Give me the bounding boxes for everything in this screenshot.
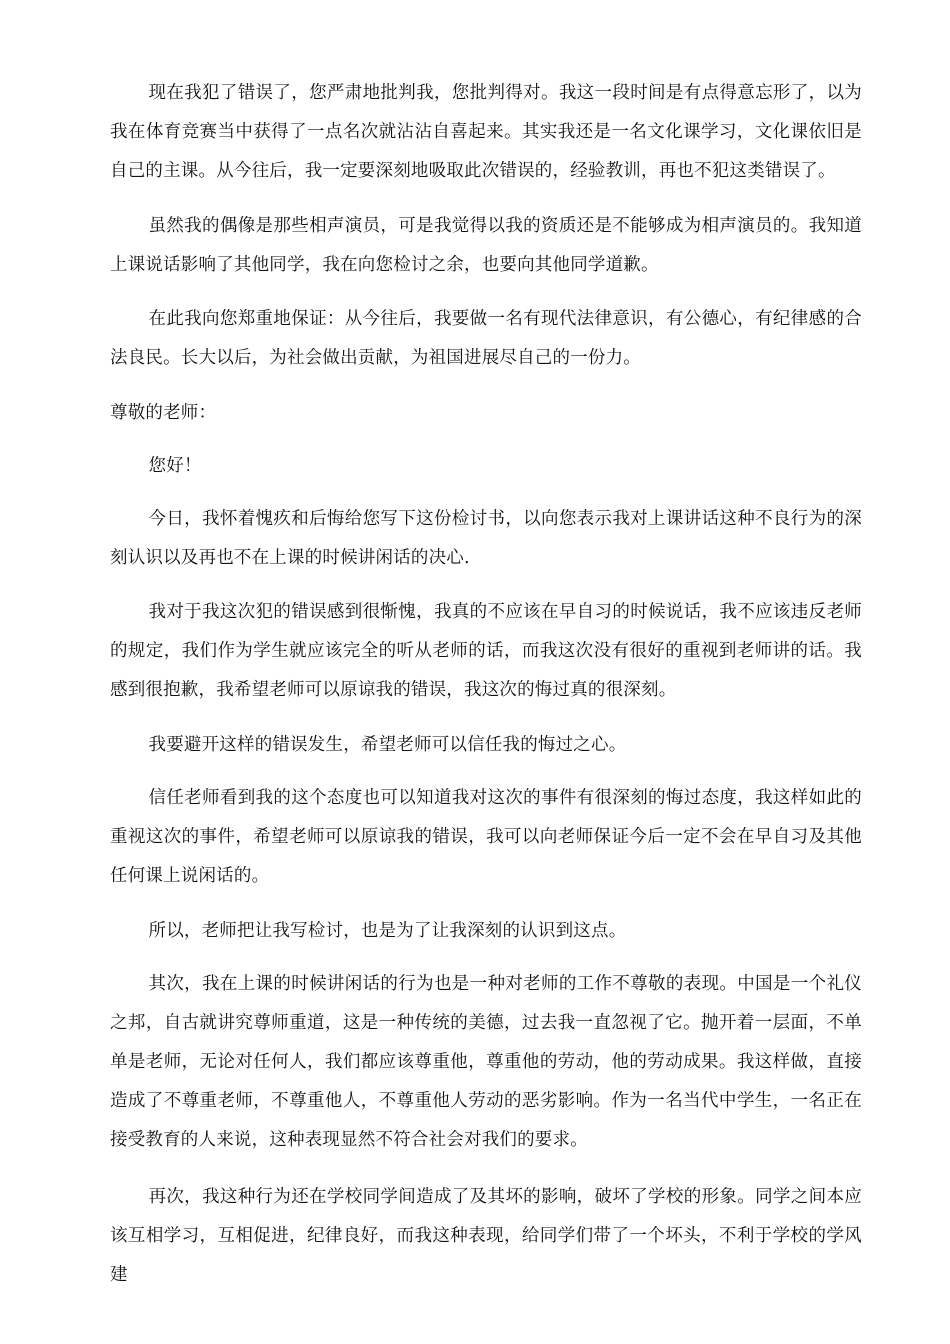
- paragraph-6: 今日，我怀着愧疚和后悔给您写下这份检讨书，以向您表示我对上课讲话这种不良行为的深刻认识以及再也不在上课的时候讲闲话的决心.: [110, 509, 862, 568]
- paragraph-10: 所以，老师把让我写检讨，也是为了让我深刻的认识到这点。: [148, 921, 627, 941]
- paragraph-8: 我要避开这样的错误发生，希望老师可以信任我的悔过之心。: [148, 735, 627, 755]
- paragraph-1: 现在我犯了错误了，您严肃地批判我，您批判得对。我这一段时间是有点得意忘形了，以为我在体育竞赛当中获得了一点名次就沾沾自喜起来。其实我还是一名文化课学习，文化课依旧是自己的主课。从今往后，我一定要深刻地吸取此次错误的，经验教训，再也不犯这类错误了。: [110, 83, 862, 181]
- salutation: 尊敬的老师：: [110, 403, 217, 423]
- paragraph-3: 在此我向您郑重地保证：从今往后，我要做一名有现代法律意识，有公德心，有纪律感的合法良民。长大以后，为社会做出贡献，为祖国进展尽自己的一份力。: [110, 309, 862, 368]
- paragraph-12: 再次，我这种行为还在学校同学间造成了及其坏的影响，破坏了学校的形象。同学之间本应该互相学习，互相促进，纪律良好，而我这种表现，给同学们带了一个坏头，不利于学校的学风建: [110, 1187, 862, 1285]
- paragraph-9: 信任老师看到我的这个态度也可以知道我对这次的事件有很深刻的悔过态度，我这样如此的重视这次的事件，希望老师可以原谅我的错误，我可以向老师保证今后一定不会在早自习及其他任何课上说闲话的。: [110, 788, 862, 886]
- paragraph-11: 其次，我在上课的时候讲闲话的行为也是一种对老师的工作不尊敬的表现。中国是一个礼仪之邦，自古就讲究尊师重道，这是一种传统的美德，过去我一直忽视了它。抛开着一层面，不单单是老师，无论对任何人，我们都应该尊重他，尊重他的劳动，他的劳动成果。我这样做，直接造成了不尊重老师，不尊重他人，不尊重他人劳动的恶劣影响。作为一名当代中学生，一名正在接受教育的人来说，这种表现显然不符合社会对我们的要求。: [110, 974, 862, 1150]
- paragraph-2: 虽然我的偶像是那些相声演员，可是我觉得以我的资质还是不能够成为相声演员的。我知道上课说话影响了其他同学，我在向您检讨之余，也要向其他同学道歉。: [110, 216, 862, 275]
- paragraph-7: 我对于我这次犯的错误感到很惭愧，我真的不应该在早自习的时候说话，我不应该违反老师的规定，我们作为学生就应该完全的听从老师的话，而我这次没有很好的重视到老师讲的话。我感到很抱歉，我希望老师可以原谅我的错误，我这次的悔过真的很深刻。: [110, 602, 862, 700]
- greeting: 您好！: [148, 456, 202, 476]
